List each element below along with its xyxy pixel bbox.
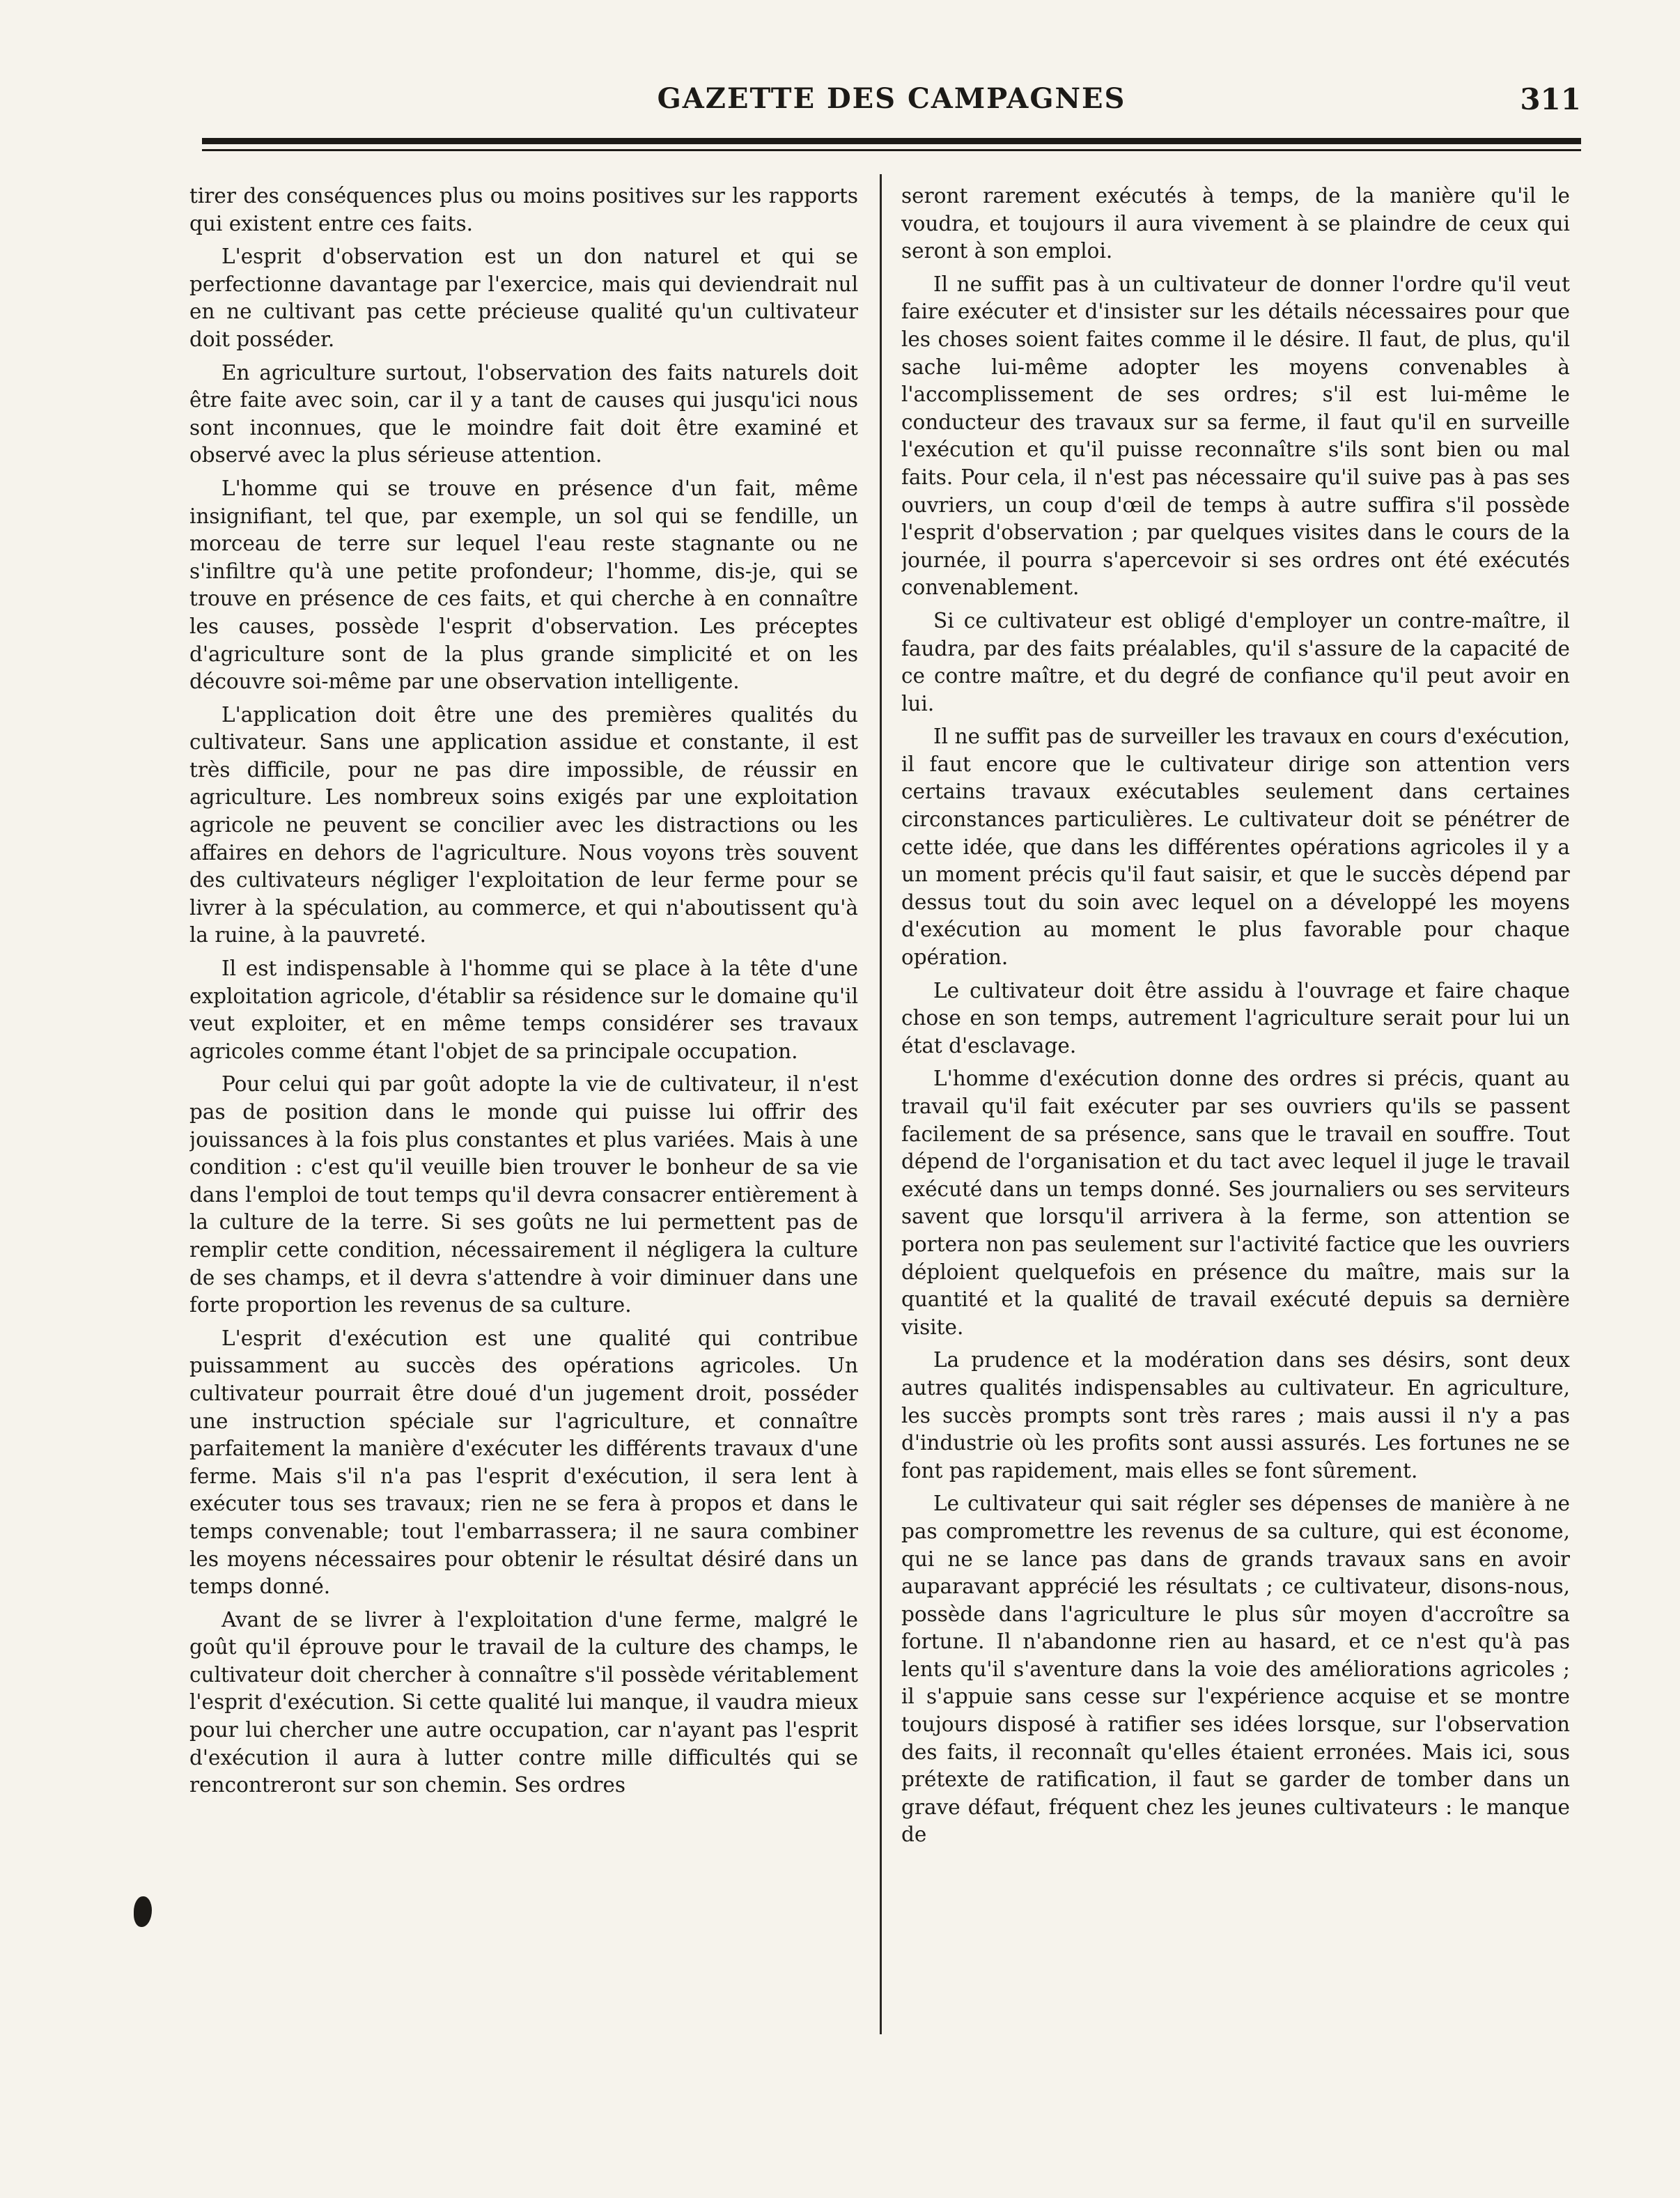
newspaper-title: GAZETTE DES CAMPAGNES [657, 82, 1126, 115]
paragraph: Le cultivateur doit être assidu à l'ouvrage et faire chaque chose en son temps, autrement l'agriculture serait pour lui un état d'esclavage. [901, 978, 1570, 1058]
paragraph: Il est indispensable à l'homme qui se place à la tête d'une exploitation agricole, d'établir sa résidence sur le domaine qu'il veut exploiter, et en même temps considérer ses travaux agricoles comme étant l'objet de sa principale occupation. [189, 957, 858, 1063]
paragraph: Il ne suffit pas à un cultivateur de donner l'ordre qu'il veut faire exécuter et d'insister sur les détails nécessaires pour que les choses soient faites comme il le désire. Il faut, de plus, qu'il sache lui-même adopter les moyens convenables à l'accomplissement de ses ordres; s'il est lui-même le conducteur des travaux sur sa ferme, il faut qu'il en surveille l'exécution et qu'il puisse reconnaître s'ils sont bien ou mal faits. Pour cela, il n'est pas nécessaire qu'il suive pas à pas ses ouvriers, un coup d'œil de temps à autre suffira s'il possède l'esprit d'observation ; par quelques visites dans le cours de la journée, il pourra s'apercevoir si ses ordres ont été exécutés convenablement. [901, 272, 1570, 600]
paragraph: L'esprit d'exécution est une qualité qui contribue puissamment au succès des opérations agricoles. Un cultivateur pourrait être doué d'un jugement droit, posséder une instruction spéciale sur l'agriculture, et connaître parfaitement la manière d'exécuter les différents travaux d'une ferme. Mais s'il n'a pas l'esprit d'exécution, il sera lent à exécuter tous ses travaux; rien ne se fera à propos et dans le temps convenable; tout l'embarrassera; il ne saura combiner les moyens nécessaires pour obtenir le résultat désiré dans un temps donné. [189, 1326, 858, 1599]
paragraph: La prudence et la modération dans ses désirs, sont deux autres qualités indispensables au cultivateur. En agriculture, les succès prompts sont très rares ; mais aussi il n'y a pas d'industrie où les profits sont aussi assurés. Les fortunes ne se font pas rapidement, mais elles se font sûrement. [901, 1348, 1570, 1483]
paragraph: En agriculture surtout, l'observation des faits naturels doit être faite avec soin, car il y a tant de causes qui jusqu'ici nous sont inconnues, que le moindre fait doit être examiné et observé avec la plus sérieuse attention. [189, 360, 858, 467]
paragraph: Pour celui qui par goût adopte la vie de cultivateur, il n'est pas de position dans le monde qui puisse lui offrir des jouissances à la fois plus constantes et plus variées. Mais à une condition : c'est qu'il veuille bien trouver le bonheur de sa vie dans l'emploi de tout temps qu'il devra consacrer entièrement à la culture de la terre. Si ses goûts ne lui permettent pas de remplir cette condition, nécessairement il négligera la culture de ses champs, et il devra s'attendre à voir diminuer dans une forte proportion les revenus de sa culture. [189, 1072, 858, 1317]
header-rule-thick [202, 138, 1581, 144]
paragraph: Si ce cultivateur est obligé d'employer un contre-maître, il faudra, par des faits préalables, qu'il s'assure de la capacité de ce contre maître, et du degré de confiance qu'il peut avoir en lui. [901, 608, 1570, 715]
right-column [901, 183, 1570, 2022]
header-rule-thin [202, 149, 1581, 151]
paragraph: Il ne suffit pas de surveiller les travaux en cours d'exécution, il faut encore que le cultivateur dirige son attention vers certains travaux exécutables seulement dans certaines circonstances particulières. Le cultivateur doit se pénétrer de cette idée, que dans les différentes opérations agricoles il y a un moment précis qu'il faut saisir, et que le succès dépend par dessus tout du soin avec lequel on a développé les moyens d'exécution au moment le plus favorable pour chaque opération. [901, 725, 1570, 970]
paragraph: seront rarement exécutés à temps, de la manière qu'il le voudra, et toujours il aura vivement à se plaindre de ceux qui seront à son emploi. [901, 184, 1570, 263]
paragraph: tirer des conséquences plus ou moins positives sur les rapports qui existent entre ces faits. [189, 184, 858, 235]
page-number: 311 [1520, 82, 1581, 116]
paragraph: L'esprit d'observation est un don naturel et qui se perfectionne davantage par l'exercice, mais qui deviendrait nul en ne cultivant pas cette précieuse qualité qu'un cultivateur doit posséder. [189, 245, 858, 351]
paragraph: L'application doit être une des premières qualités du cultivateur. Sans une application assidue et constante, il est très difficile, pour ne pas dire impossible, de réussir en agriculture. Les nombreux soins exigés par une exploitation agricole ne peuvent se concilier avec les distractions ou les affaires en dehors de l'agriculture. Nous voyons très souvent des cultivateurs négliger l'exploitation de leur ferme pour se livrer à la spéculation, au commerce, et qui n'aboutissent qu'à la ruine, à la pauvreté. [189, 702, 858, 947]
paragraph: Le cultivateur qui sait régler ses dépenses de manière à ne pas compromettre les revenus de sa culture, qui est économe, qui ne se lance pas dans de grands travaux sans en avoir auparavant apprécié les résultats ; ce cultivateur, disons-nous, possède dans l'agriculture le plus sûr moyen d'accroître sa fortune. Il n'abandonne rien au hasard, et ce n'est qu'à pas lents qu'il s'aventure dans la voie des améliorations agricoles ; il s'appuie sans cesse sur l'expérience acquise et se montre toujours disposé à ratifier ses idées lorsque, sur l'observation des faits, il reconnaît qu'elles étaient erronées. Mais ici, sous prétexte de ratification, il faut se garder de tomber dans un grave défaut, fréquent chez les jeunes cultivateurs : le manque de [901, 1492, 1570, 1847]
paragraph: L'homme d'exécution donne des ordres si précis, quant au travail qu'il fait exécuter par ses ouvriers qu'ils se passent facilement de sa présence, sans que le travail en souffre. Tout dépend de l'organisation et du tact avec lequel il juge le travail exécuté dans un temps donné. Ses journaliers ou ses serviteurs savent que lorsqu'il arrivera à la ferme, son attention se portera non pas seulement sur l'activité factice que les ouvriers déploient quelquefois en présence du maître, mais sur la quantité et la qualité de travail exécuté depuis sa dernière visite. [901, 1067, 1570, 1339]
ink-blot-mark [134, 1896, 152, 1927]
masthead [202, 82, 1581, 124]
paragraph: L'homme qui se trouve en présence d'un fait, même insignifiant, tel que, par exemple, un sol qui se fendille, un morceau de terre sur lequel l'eau reste stagnante ou ne s'infiltre qu'à une petite profondeur; l'homme, dis-je, qui se trouve en présence de ces faits, et qui cherche à en connaître les causes, possède l'esprit d'observation. Les préceptes d'agriculture sont de la plus grande simplicité et on les découvre soi-même par une observation intelligente. [189, 476, 858, 694]
paragraph: Avant de se livrer à l'exploitation d'une ferme, malgré le goût qu'il éprouve pour le travail de la culture des champs, le cultivateur doit chercher à connaître s'il possède véritablement l'esprit d'exécution. Si cette qualité lui manque, il vaudra mieux pour lui chercher une autre occupation, car n'ayant pas l'esprit d'exécution il aura à lutter contre mille difficultés qui se rencontreront sur son chemin. Ses ordres [189, 1607, 858, 1797]
column-divider [880, 174, 882, 2034]
left-column [189, 183, 858, 2022]
